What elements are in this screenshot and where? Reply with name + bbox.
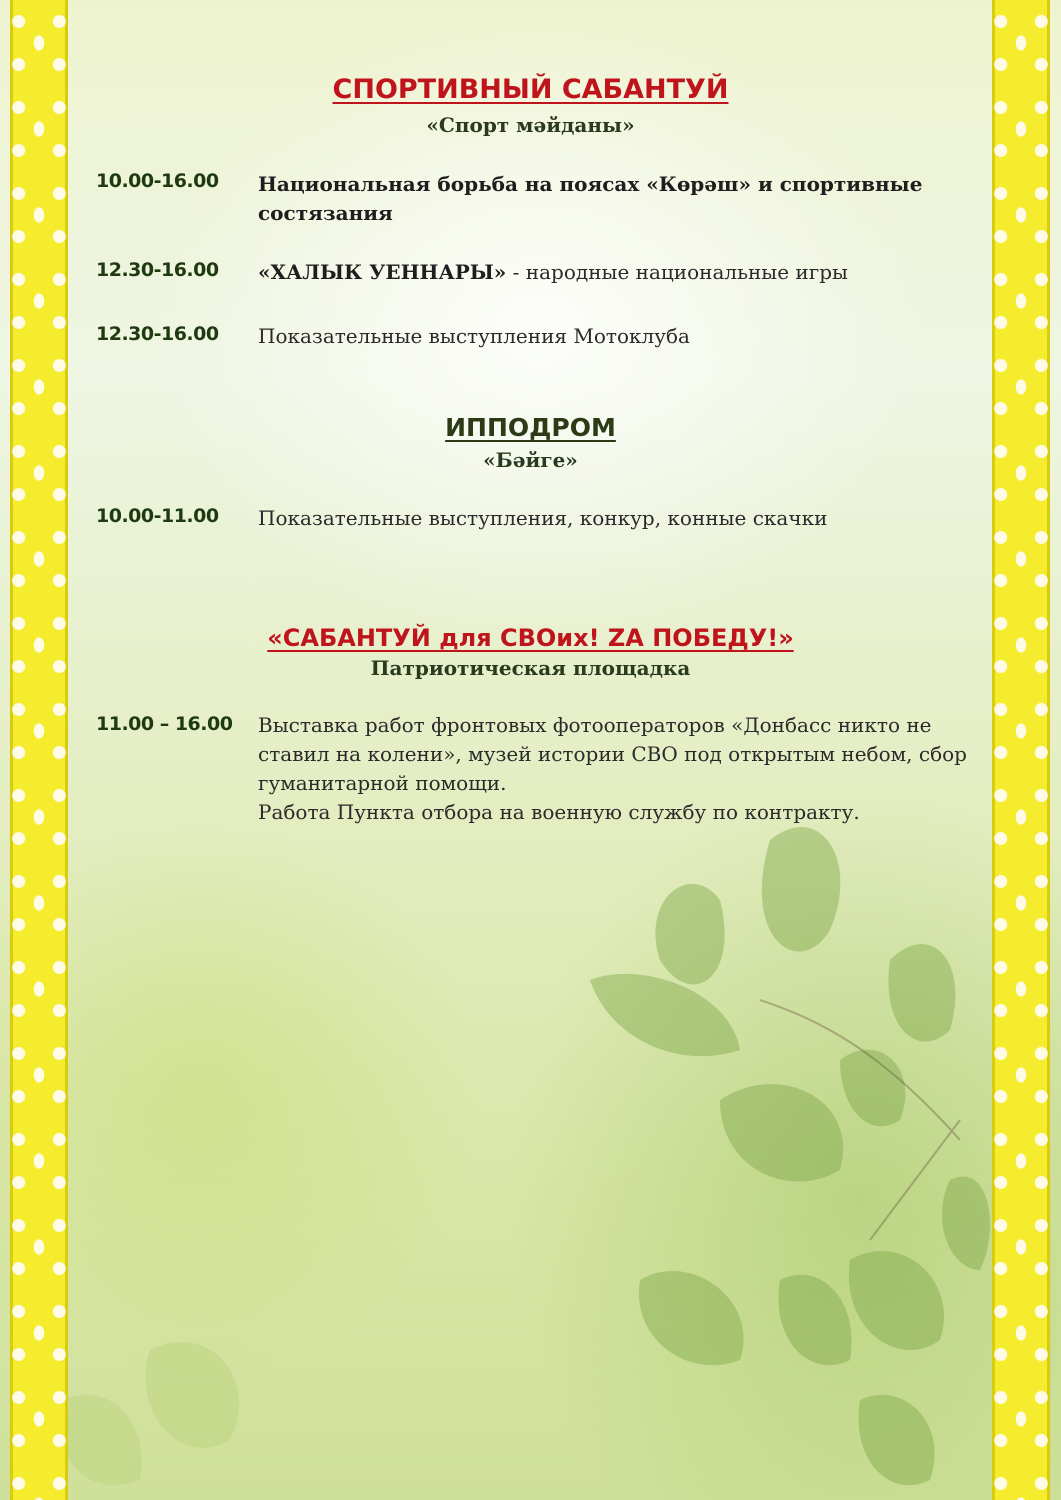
event-description xyxy=(258,170,988,228)
event-description xyxy=(258,258,988,287)
event-description xyxy=(258,504,988,533)
event-time: 12.30-16.00 xyxy=(96,259,219,281)
event-text: - народные национальные игры xyxy=(506,260,848,284)
ornament-border-right xyxy=(992,0,1050,1500)
event-text: Показательные выступления Мотоклуба xyxy=(258,324,690,348)
event-title: «ХАЛЫК УЕННАРЫ» xyxy=(258,260,507,284)
section-title-hippodrome: ИППОДРОМ xyxy=(445,413,616,442)
section-subtitle-patriotic: Патриотическая площадка xyxy=(370,656,691,680)
event-text: Выставка работ фронтовых фотооператоров «Донбасс никто не ставил на колени», музей истории СВО под открытым небом, сбор гуманитарной помощи. xyxy=(258,713,967,795)
section-title-sport: СПОРТИВНЫЙ САБАНТУЙ xyxy=(332,74,729,105)
event-time: 10.00-11.00 xyxy=(96,505,219,527)
section-title-patriotic: «САБАНТУЙ для СВОих! ZА ПОБЕДУ!» xyxy=(267,624,794,652)
section-subtitle-hippodrome: «Бәйге» xyxy=(483,448,578,472)
event-description xyxy=(258,711,988,827)
event-time: 12.30-16.00 xyxy=(96,323,219,345)
section-subtitle-sport: «Спорт мәйданы» xyxy=(426,113,635,137)
ornament-border-left xyxy=(10,0,68,1500)
event-time: 11.00 – 16.00 xyxy=(96,713,233,735)
event-title: Национальная борьба на поясах «Көрәш» и спортивные состязания xyxy=(258,172,923,225)
event-description xyxy=(258,322,988,351)
event-text: Показательные выступления, конкур, конные скачки xyxy=(258,506,828,530)
event-time: 10.00-16.00 xyxy=(96,170,219,192)
event-text-extra: Работа Пункта отбора на военную службу по контракту. xyxy=(258,800,860,824)
